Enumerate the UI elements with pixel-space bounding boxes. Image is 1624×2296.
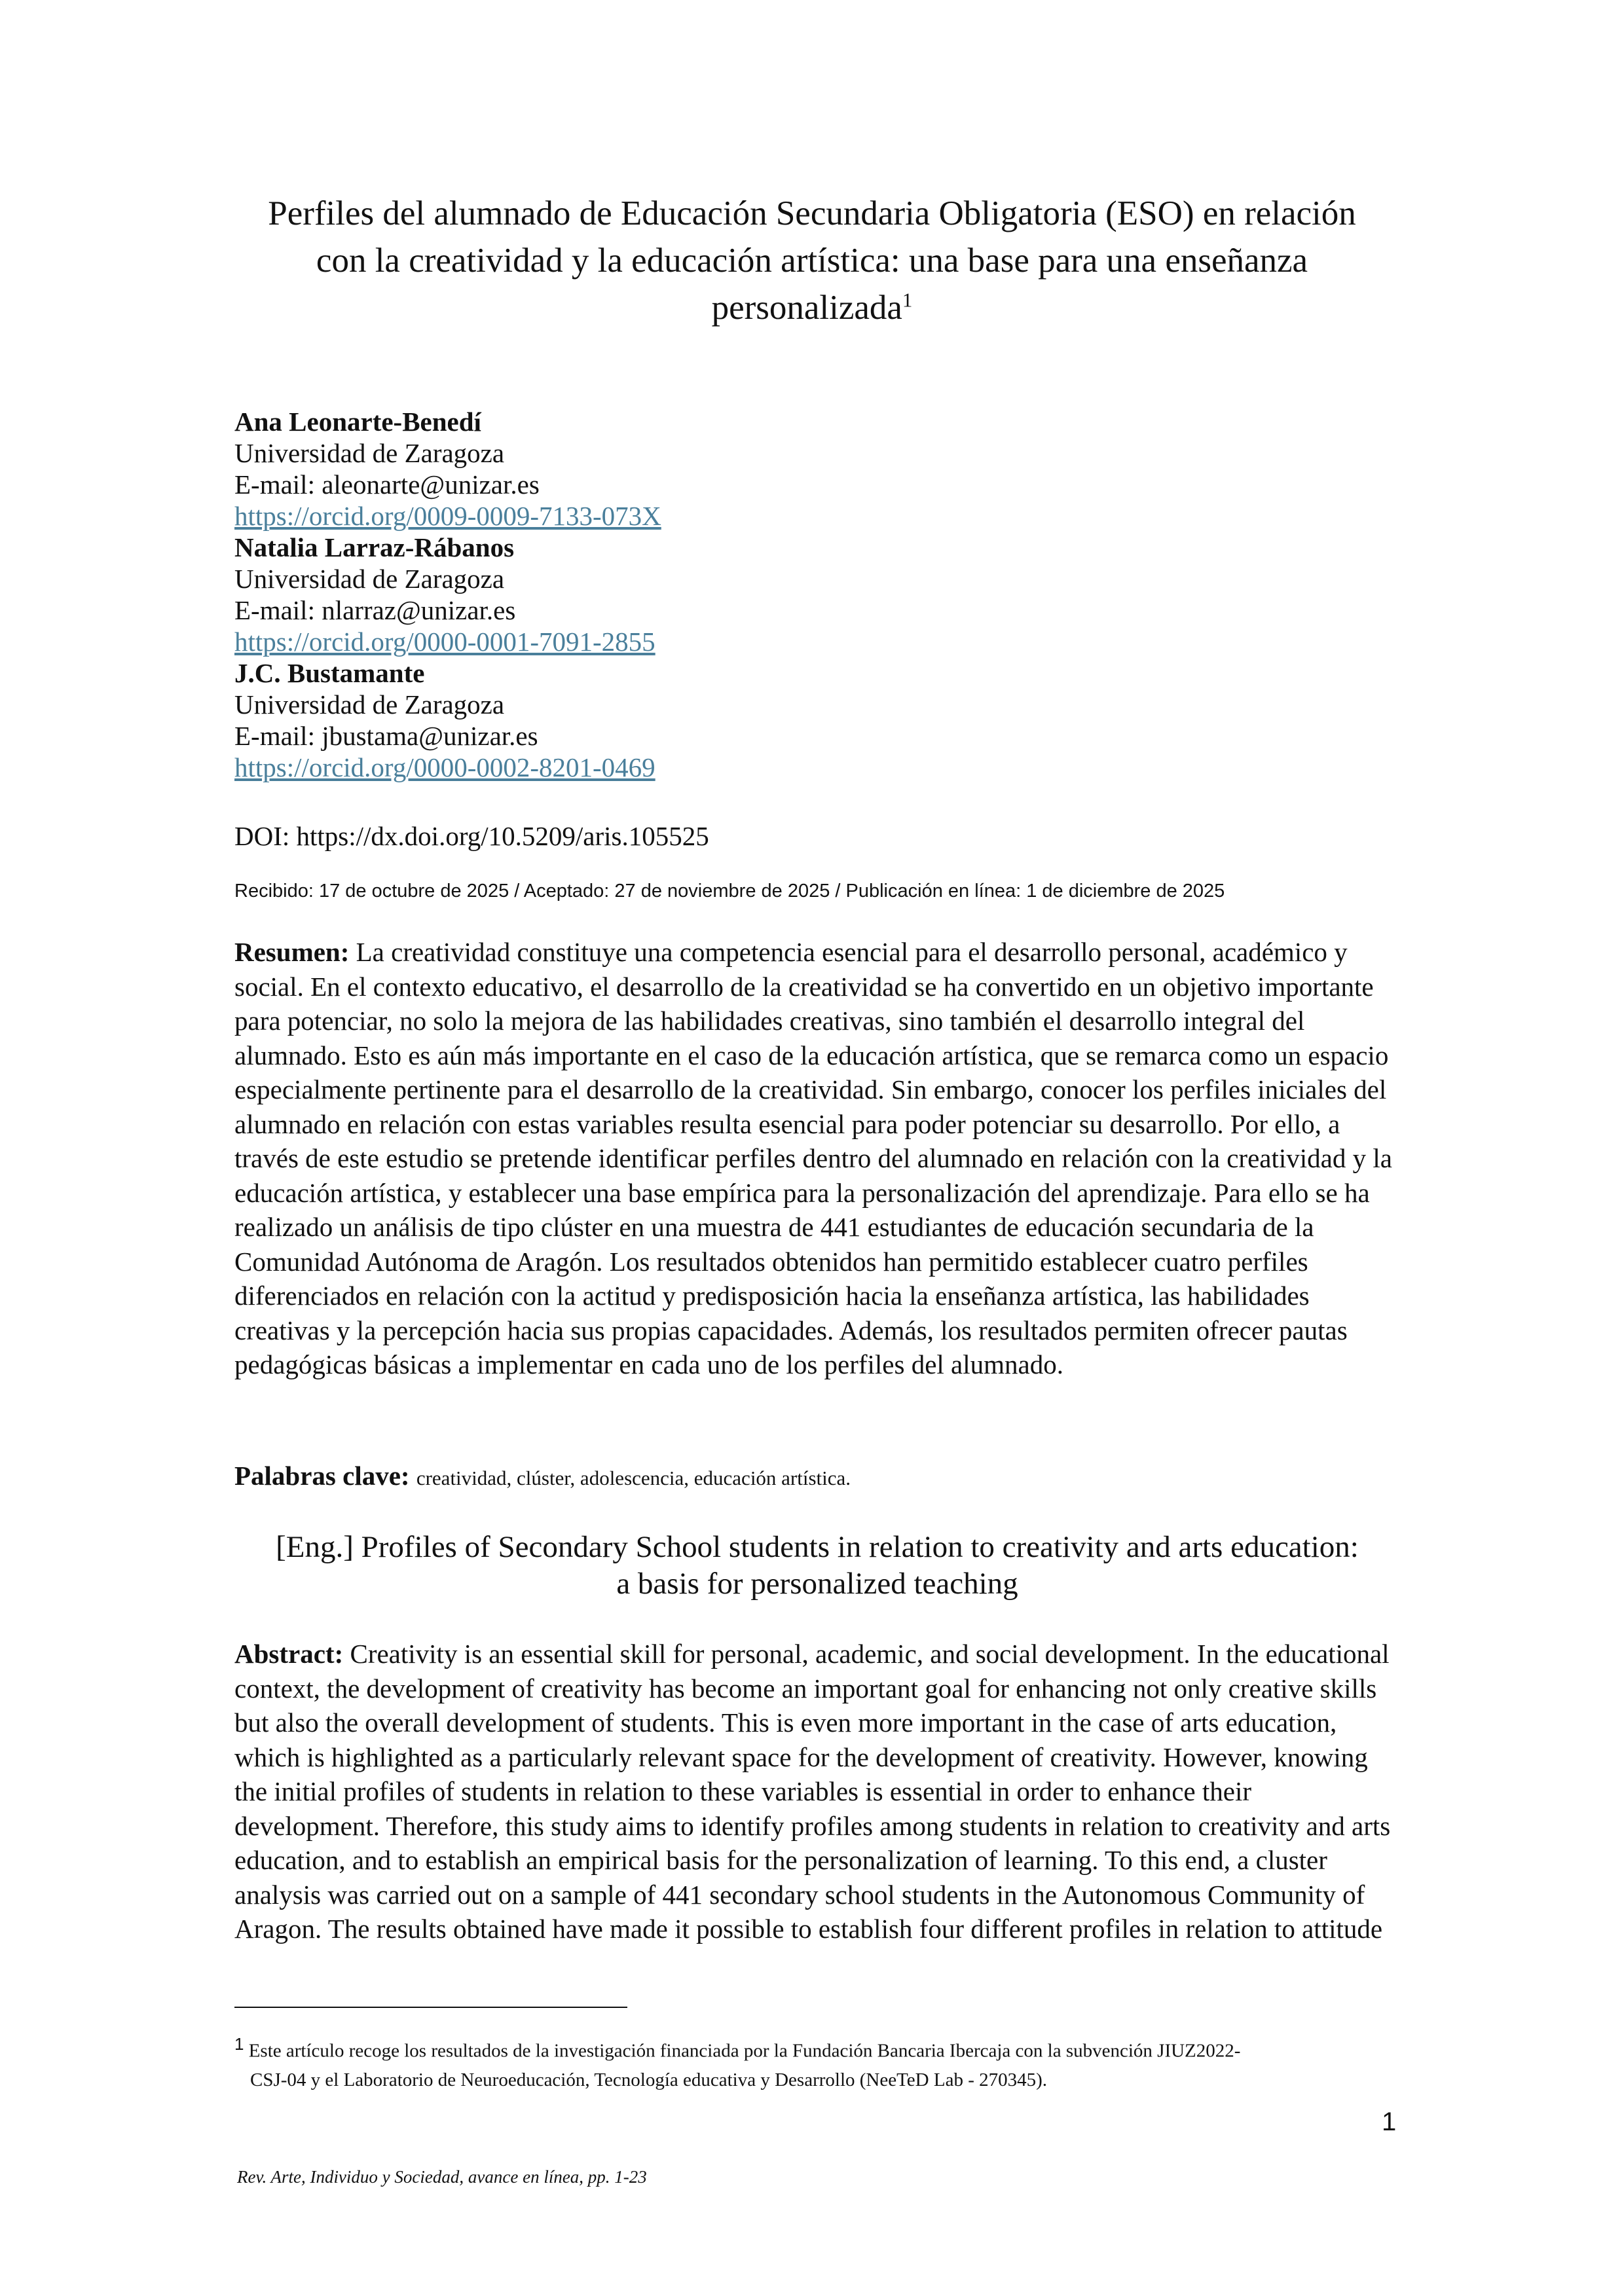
- keywords: [234, 1460, 851, 1494]
- footnote-divider: [234, 2007, 627, 2008]
- keywords-text: creatividad, clúster, adolescencia, educación artística.: [416, 1467, 851, 1489]
- author-affiliation: Universidad de Zaragoza: [234, 689, 505, 720]
- author-orcid-link[interactable]: https://orcid.org/0000-0001-7091-2855: [234, 627, 655, 657]
- page-number: 1: [1382, 2107, 1397, 2136]
- resumen-text: La creatividad constituye una competencia esencial para el desarrollo personal, académico y social. En el contexto educativo, el desarrollo de la creatividad se ha convertido en un objetivo importante para potenciar, no solo la mejora de las habilidades creativas, sino también el desarrollo integral del alumnado. Esto es aún más importante en el caso de la educación artística, que se remarca como un espacio especialmente pertinente para el desarrollo de la creatividad. Sin embargo, conocer los perfiles iniciales del alumnado en relación con estas variables resulta esencial para poder potenciar su desarrollo. Por ello, a través de este estudio se pretende identificar perfiles dentro del alumnado en relación con la creatividad y la educación artística, y establecer una base empírica para la personalización del aprendizaje. Para ello se ha realizado un análisis de tipo clúster en una muestra de 441 estudiantes de educación secundaria de la Comunidad Autónoma de Aragón. Los resultados obtenidos han permitido establecer cuatro perfiles diferenciados en relación con la actitud y predisposición hacia la enseñanza artística, las habilidades creativas y la percepción hacia sus propias capacidades. Además, los resultados permiten ofrecer pautas pedagógicas básicas a implementar en cada uno de los perfiles del alumnado.: [234, 937, 1392, 1379]
- title-footnote-marker[interactable]: 1: [902, 288, 913, 312]
- english-title: [234, 1529, 1400, 1602]
- author-affiliation: Universidad de Zaragoza: [234, 438, 505, 468]
- paper-title: [236, 190, 1388, 331]
- author-affiliation: Universidad de Zaragoza: [234, 564, 505, 594]
- author-list: [234, 406, 1413, 783]
- title-line-1: Perfiles del alumnado de Educación Secundaria Obligatoria (ESO) en relación: [268, 194, 1356, 232]
- english-title-line-2: a basis for personalized teaching: [616, 1567, 1018, 1601]
- author-name: Ana Leonarte-Benedí: [234, 407, 481, 437]
- title-line-3: personalizada: [711, 289, 902, 327]
- running-footer: Rev. Arte, Individuo y Sociedad, avance en línea, pp. 1-23: [237, 2167, 647, 2187]
- english-title-line-1: [Eng.] Profiles of Secondary School students in relation to creativity and arts education:: [276, 1530, 1359, 1564]
- author-name: J.C. Bustamante: [234, 658, 425, 688]
- title-line-2: con la creatividad y la educación artística: una base para una enseñanza: [316, 242, 1308, 280]
- abstract-text: Creativity is an essential skill for personal, academic, and social development. In the educational context, the development of creativity has become an important goal for enhancing not only creative skills but also the overall development of students. This is even more important in the case of arts education, which is highlighted as a particularly relevant space for the development of creativity. However, knowing the initial profiles of students in relation to these variables is essential in order to enhance their development. Therefore, this study aims to identify profiles among students in relation to creativity and arts education, and to establish an empirical basis for the personalization of learning. To this end, a cluster analysis was carried out on a sample of 441 secondary school students in the Autonomous Community of Aragon. The results obtained have made it possible to establish four different profiles in relation to attitude: [234, 1639, 1391, 1944]
- abstract-paragraph: [234, 1637, 1400, 1946]
- author-email: E-mail: aleonarte@unizar.es: [234, 469, 540, 500]
- author-orcid-link[interactable]: https://orcid.org/0000-0002-8201-0469: [234, 752, 655, 782]
- footnote-line-1: Este artículo recoge los resultados de la investigación financiada por la Fundación Bancaria Ibercaja con la subvención JIUZ2022-: [248, 2040, 1241, 2062]
- footnote: [234, 2030, 1407, 2094]
- author-name: Natalia Larraz-Rábanos: [234, 532, 515, 562]
- abstract-label: Abstract:: [234, 1639, 344, 1669]
- resumen-paragraph: [234, 935, 1400, 1382]
- keywords-label: Palabras clave:: [234, 1461, 410, 1491]
- footnote-marker: 1: [234, 2034, 244, 2054]
- author-email: E-mail: nlarraz@unizar.es: [234, 595, 516, 625]
- resumen-label: Resumen:: [234, 937, 350, 967]
- doi: DOI: https://dx.doi.org/10.5209/aris.105525: [234, 821, 709, 851]
- publication-dates: Recibido: 17 de octubre de 2025 / Aceptado: 27 de noviembre de 2025 / Publicación en línea: 1 de diciembre de 2025: [234, 881, 1225, 902]
- author-orcid-link[interactable]: https://orcid.org/0009-0009-7133-073X: [234, 501, 661, 531]
- footnote-line-2: CSJ-04 y el Laboratorio de Neuroeducación, Tecnología educativa y Desarrollo (NeeTeD Lab - 270345).: [250, 2069, 1048, 2090]
- author-email: E-mail: jbustama@unizar.es: [234, 721, 538, 751]
